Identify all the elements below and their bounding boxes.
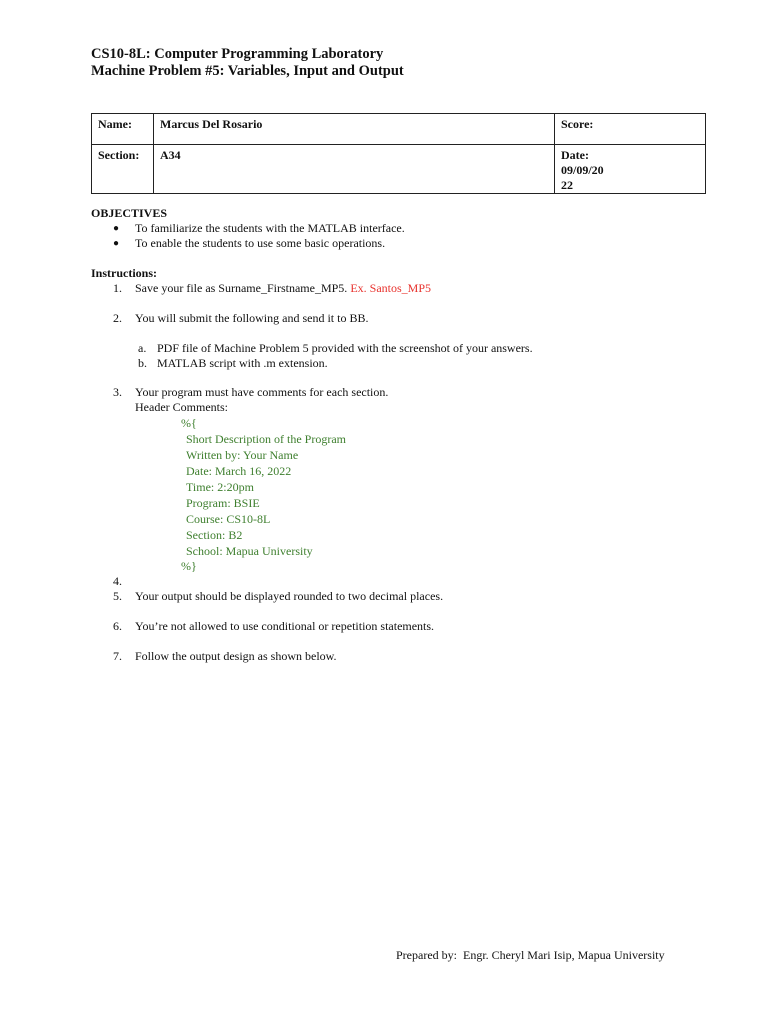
table-row [92, 114, 706, 145]
prepared-label: Prepared by: [396, 948, 457, 962]
instruction-item-6: You’re not allowed to use conditional or repetition statements. [135, 619, 435, 633]
header-comments-label: Header Comments: [135, 400, 228, 414]
item-number: 6. [113, 619, 122, 633]
student-info-table [91, 113, 706, 194]
item-number: 4. [113, 574, 122, 588]
item-number: 7. [113, 649, 122, 663]
item-number: 1. [113, 281, 122, 295]
name-value: Marcus Del Rosario [154, 114, 555, 145]
table-row [92, 145, 706, 194]
date-value: 09/09/20 22 [561, 163, 604, 192]
instruction-item-5: Your output should be displayed rounded to two decimal places. [135, 589, 444, 603]
sub-item-letter: a. [138, 341, 147, 355]
instruction-item-3: Your program must have comments for each section. [135, 385, 389, 399]
objective-item: To familiarize the students with the MATLAB interface. [135, 221, 405, 235]
prepared-value: Engr. Cheryl Mari Isip, Mapua University [462, 948, 665, 962]
instruction-item-2: You will submit the following and send it to BB. [135, 311, 369, 325]
bullet-icon: ● [113, 223, 120, 234]
code-line: Section: B2 [186, 528, 243, 542]
item-number: 2. [113, 311, 122, 325]
sub-item-letter: b. [138, 356, 147, 370]
sub-item-text: PDF file of Machine Problem 5 provided with the screenshot of your answers. [157, 341, 533, 355]
date-label: Date: [561, 148, 589, 162]
instruction-item-1 [135, 281, 431, 296]
item-number: 5. [113, 589, 122, 603]
code-line: Program: BSIE [186, 496, 260, 510]
filename-example: Ex. Santos_MP5 [350, 281, 431, 295]
name-label: Name: [92, 114, 154, 145]
item-number: 3. [113, 385, 122, 399]
section-label: Section: [92, 145, 154, 194]
code-close: %} [181, 559, 197, 573]
instructions-heading: Instructions: [91, 266, 158, 280]
footer-prepared-by [396, 948, 665, 963]
code-line: School: Mapua University [186, 544, 313, 558]
code-line: Short Description of the Program [186, 432, 346, 446]
bullet-icon: ● [113, 238, 120, 249]
code-line: Time: 2:20pm [186, 480, 254, 494]
problem-title: Machine Problem #5: Variables, Input and Output [91, 63, 404, 79]
section-value: A34 [154, 145, 555, 194]
code-line: Date: March 16, 2022 [186, 464, 292, 478]
course-title: CS10-8L: Computer Programming Laboratory [91, 46, 384, 62]
code-line: Course: CS10-8L [186, 512, 271, 526]
date-cell [555, 145, 706, 194]
score-label: Score: [555, 114, 706, 145]
code-line: Written by: Your Name [186, 448, 299, 462]
objective-item: To enable the students to use some basic operations. [135, 236, 386, 250]
sub-item-text: MATLAB script with .m extension. [157, 356, 328, 370]
code-open: %{ [181, 416, 197, 430]
instruction-item-7: Follow the output design as shown below. [135, 649, 337, 663]
objectives-heading: OBJECTIVES [91, 206, 168, 220]
instruction-text: Save your file as Surname_Firstname_MP5. [135, 281, 348, 295]
